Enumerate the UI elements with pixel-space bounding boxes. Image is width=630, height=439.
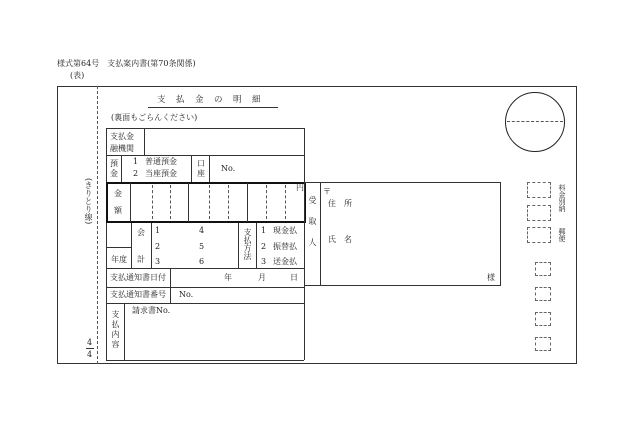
- table-line: [106, 360, 304, 361]
- table-line: [106, 287, 304, 288]
- receiver-label: 受取人: [308, 196, 317, 259]
- amount-digit-separator: [247, 183, 248, 222]
- page-number-bottom: 4: [87, 350, 93, 359]
- amount-digit-separator: [228, 185, 229, 219]
- payment-method-num: 3: [261, 257, 267, 266]
- table-line: [106, 155, 304, 156]
- table-line: [170, 268, 171, 287]
- table-line: [256, 223, 257, 268]
- account-code-col2: 4: [199, 226, 205, 235]
- amount-box: [106, 182, 306, 223]
- address-label: 住 所: [328, 199, 352, 208]
- notice-date-label: 支払通知書日付: [110, 273, 166, 282]
- title-underline: [148, 107, 278, 108]
- amount-digit-separator: [266, 185, 267, 219]
- invoice-number: 請求書No.: [132, 306, 171, 315]
- amount-label: 額: [114, 206, 122, 215]
- deposit-option: 普通預金: [145, 157, 177, 166]
- yen-unit: 円: [296, 183, 304, 192]
- postal-box: [527, 182, 551, 198]
- payment-method-num: 2: [261, 242, 267, 251]
- account-code-col1: 3: [155, 257, 161, 266]
- account-label: 口: [197, 159, 205, 168]
- institution-label: 支払金: [110, 132, 134, 141]
- amount-label: 金: [114, 189, 122, 198]
- payment-method: 振替払: [273, 242, 297, 251]
- postal-box: [527, 227, 551, 243]
- postal-mark: 〒: [323, 187, 331, 196]
- form-number: 様式第64号 支払案内書(第70条関係): [57, 59, 196, 68]
- postal-box: [535, 287, 551, 301]
- payment-method-label: 支払方法: [243, 228, 252, 260]
- deposit-option: 当座預金: [145, 169, 177, 178]
- table-line: [131, 223, 132, 268]
- table-line: [124, 303, 125, 360]
- payment-method-num: 1: [261, 226, 267, 235]
- sama-label: 様: [487, 273, 495, 282]
- account-code-col2: 6: [199, 257, 205, 266]
- amount-digit-separator: [152, 185, 153, 219]
- amount-digit-separator: [188, 183, 189, 222]
- postal-box: [535, 312, 551, 326]
- amount-digit-separator: [170, 185, 171, 219]
- page-title: 支 払 金 の 明 細: [157, 95, 262, 105]
- table-line: [106, 128, 107, 360]
- account-code-col1: 2: [155, 242, 161, 251]
- account-code-col2: 5: [199, 242, 205, 251]
- table-line: [209, 155, 210, 182]
- table-line: [151, 223, 152, 268]
- institution-label: 融機関: [110, 144, 134, 153]
- notice-number: No.: [179, 290, 194, 299]
- cut-line-label: (きりとり線): [84, 178, 93, 225]
- kai-label: 会: [137, 228, 145, 237]
- account-label: 座: [197, 169, 205, 178]
- recipient-box: [304, 182, 501, 286]
- deposit-option-num: 1: [133, 157, 139, 166]
- amount-digit-separator: [209, 185, 210, 219]
- postal-box: [527, 205, 551, 221]
- cut-line: [97, 86, 98, 364]
- deposit-label: 金: [110, 169, 118, 178]
- table-line: [106, 303, 304, 304]
- table-line: [320, 182, 321, 286]
- deposit-label: 預: [110, 159, 118, 168]
- notice-number-label: 支払通知書番号: [110, 290, 166, 299]
- table-line: [130, 183, 131, 222]
- payment-method: 送金払: [273, 257, 297, 266]
- kei-label: 計: [137, 255, 145, 264]
- page-number-divider: [86, 348, 94, 349]
- account-code-col1: 1: [155, 226, 161, 235]
- account-number: No.: [221, 164, 236, 173]
- postal-box: [535, 262, 551, 276]
- table-line: [121, 155, 122, 182]
- postmark-dashed-line: [507, 121, 563, 122]
- payment-method: 現金払: [273, 226, 297, 235]
- table-line: [106, 128, 304, 129]
- notice-date-day: 日: [290, 273, 298, 282]
- deposit-option-num: 2: [133, 169, 139, 178]
- name-label: 氏 名: [328, 235, 352, 244]
- table-line: [106, 268, 304, 269]
- table-line: [170, 287, 171, 303]
- form-side: (表): [70, 71, 85, 80]
- postal-box: [535, 337, 551, 351]
- contents-label: 支払内容: [111, 310, 120, 350]
- amount-digit-separator: [285, 185, 286, 219]
- page-number-top: 4: [87, 338, 93, 347]
- postmark-circle: [505, 92, 565, 152]
- nendo-label: 年度: [111, 255, 127, 264]
- page-subtitle: (裏面もごらんください): [111, 113, 198, 122]
- table-line: [238, 223, 239, 268]
- right-vertical-text: 郵便: [558, 228, 566, 242]
- table-line: [144, 128, 145, 155]
- right-vertical-text: 料金別納: [558, 184, 566, 212]
- notice-date-month: 月: [258, 273, 266, 282]
- notice-date-year: 年: [224, 273, 232, 282]
- table-line: [191, 155, 192, 182]
- table-line: [106, 247, 131, 248]
